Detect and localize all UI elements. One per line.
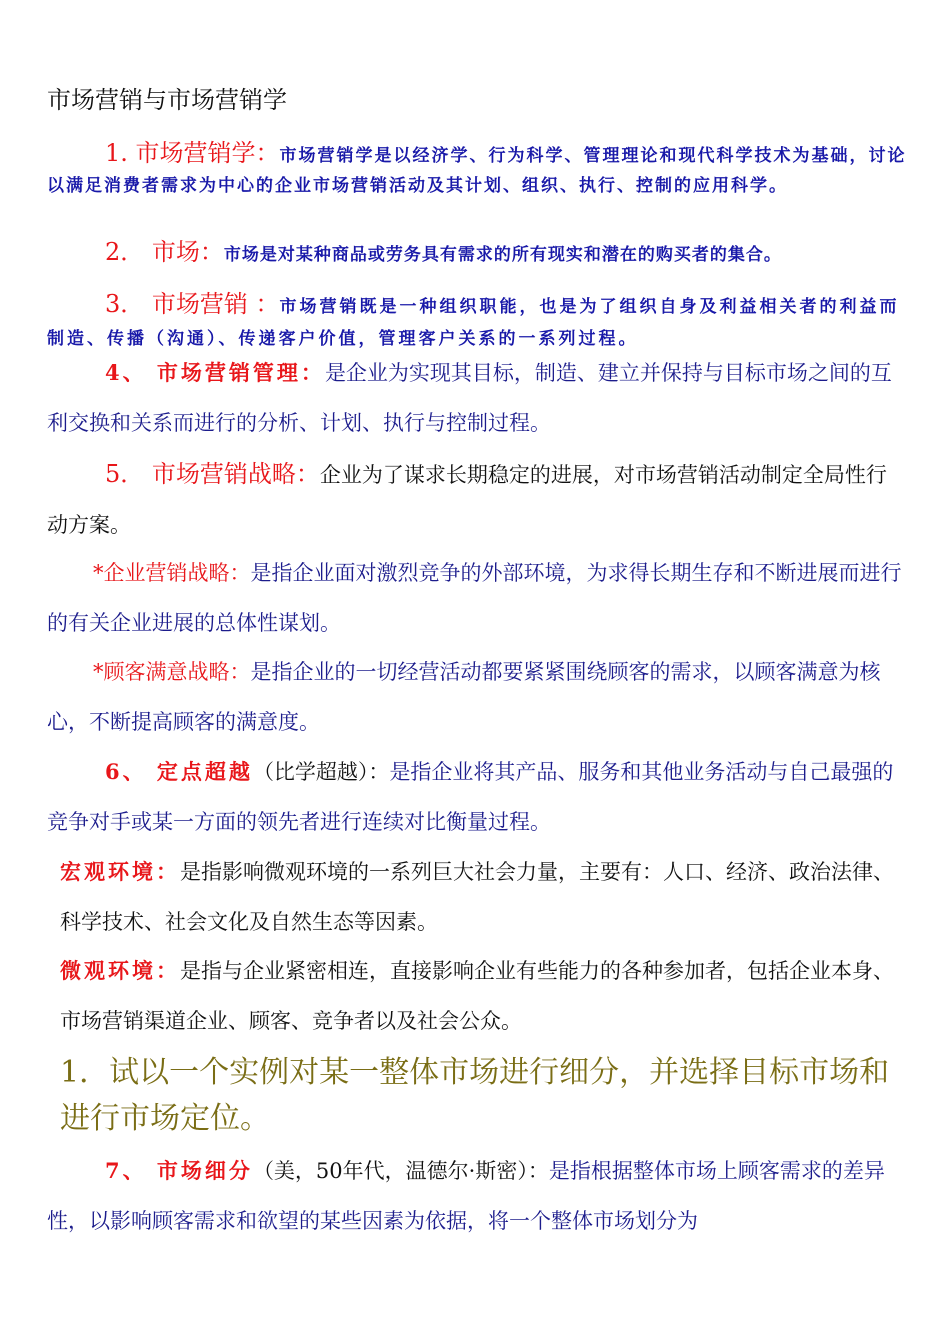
item-1-body: 市场营销学是以经济学、行为科学、管理理论和现代科学技术为基础，讨论以满足消费者需求为中心的企业市场营销活动及其计划、组织、执行、控制的应用科学。 xyxy=(47,146,907,196)
item-2-heading: 2． 市场： xyxy=(105,238,224,266)
item-6-body: 是指企业将其产品、服务和其他业务活动与自己最强的竞争对手或某一方面的领先者进行连续对比衡量过程。 xyxy=(47,760,894,834)
item-3-body: 市场营销既是一种组织职能，也是为了组织自身及利益相关者的利益而制造、传播（沟通）、传递客户价值，管理客户关系的一系列过程。 xyxy=(47,297,900,349)
item-micro-environment xyxy=(60,946,908,1046)
macro-environment-heading: 宏观环境： xyxy=(60,859,180,884)
micro-environment-body: 是指与企业紧密相连，直接影响企业有些能力的各种参加者，包括企业本身、市场营销渠道企业、顾客、竞争者以及社会公众。 xyxy=(60,959,894,1033)
item-7-body: 是指根据整体市场上顾客需求的差异性，以影响顾客需求和欲望的某些因素为依据，将一个整体市场划分为 xyxy=(47,1159,885,1233)
document-title: 市场营销与市场营销学 xyxy=(47,86,287,114)
item-macro-environment xyxy=(60,847,908,947)
item-enterprise-strategy xyxy=(47,548,907,648)
item-7 xyxy=(47,1146,907,1246)
item-6-note: （比学超越）： xyxy=(252,760,390,784)
item-1-heading: 1. 市场营销学： xyxy=(105,139,280,167)
enterprise-strategy-heading: *企业营销战略： xyxy=(93,561,251,585)
item-3-heading: 3． 市场营销 ： xyxy=(105,290,280,318)
item-1 xyxy=(47,138,907,201)
item-4 xyxy=(47,348,907,448)
item-5-body: 企业为了谋求长期稳定的进展，对市场营销活动制定全局性行动方案。 xyxy=(47,463,887,537)
item-7-heading: 7、 市场细分 xyxy=(105,1158,253,1183)
item-2 xyxy=(47,236,907,271)
macro-environment-body: 是指影响微观环境的一系列巨大社会力量，主要有：人口、经济、政治法律、科学技术、社会文化及自然生态等因素。 xyxy=(60,860,894,934)
item-4-body: 是企业为实现其目标，制造、建立并保持与目标市场之间的互利交换和关系而进行的分析、计划、执行与控制过程。 xyxy=(47,361,892,435)
item-2-body: 市场是对某种商品或劳务具有需求的所有现实和潜在的购买者的集合。 xyxy=(223,245,782,265)
item-4-heading: 4、 市场营销管理： xyxy=(105,360,325,385)
item-7-note: （美，50年代，温德尔·斯密）： xyxy=(252,1159,549,1183)
item-6 xyxy=(47,747,907,847)
item-5-heading: 5． 市场营销战略： xyxy=(105,460,320,488)
item-customer-satisfaction xyxy=(47,647,907,747)
customer-satisfaction-body: 是指企业的一切经营活动都要紧紧围绕顾客的需求，以顾客满意为核心，不断提高顾客的满意度。 xyxy=(47,660,881,734)
enterprise-strategy-body: 是指企业面对激烈竞争的外部环境，为求得长期生存和不断进展而进行的有关企业进展的总体性谋划。 xyxy=(47,561,902,635)
micro-environment-heading: 微观环境： xyxy=(60,958,180,983)
item-3 xyxy=(47,288,907,355)
item-5 xyxy=(47,449,907,550)
customer-satisfaction-heading: *顾客满意战略： xyxy=(93,660,251,684)
question-heading: 1．试以一个实例对某一整体市场进行细分，并选择目标市场和进行市场定位。 xyxy=(60,1055,890,1136)
item-6-heading: 6、 定点超越 xyxy=(105,759,253,784)
